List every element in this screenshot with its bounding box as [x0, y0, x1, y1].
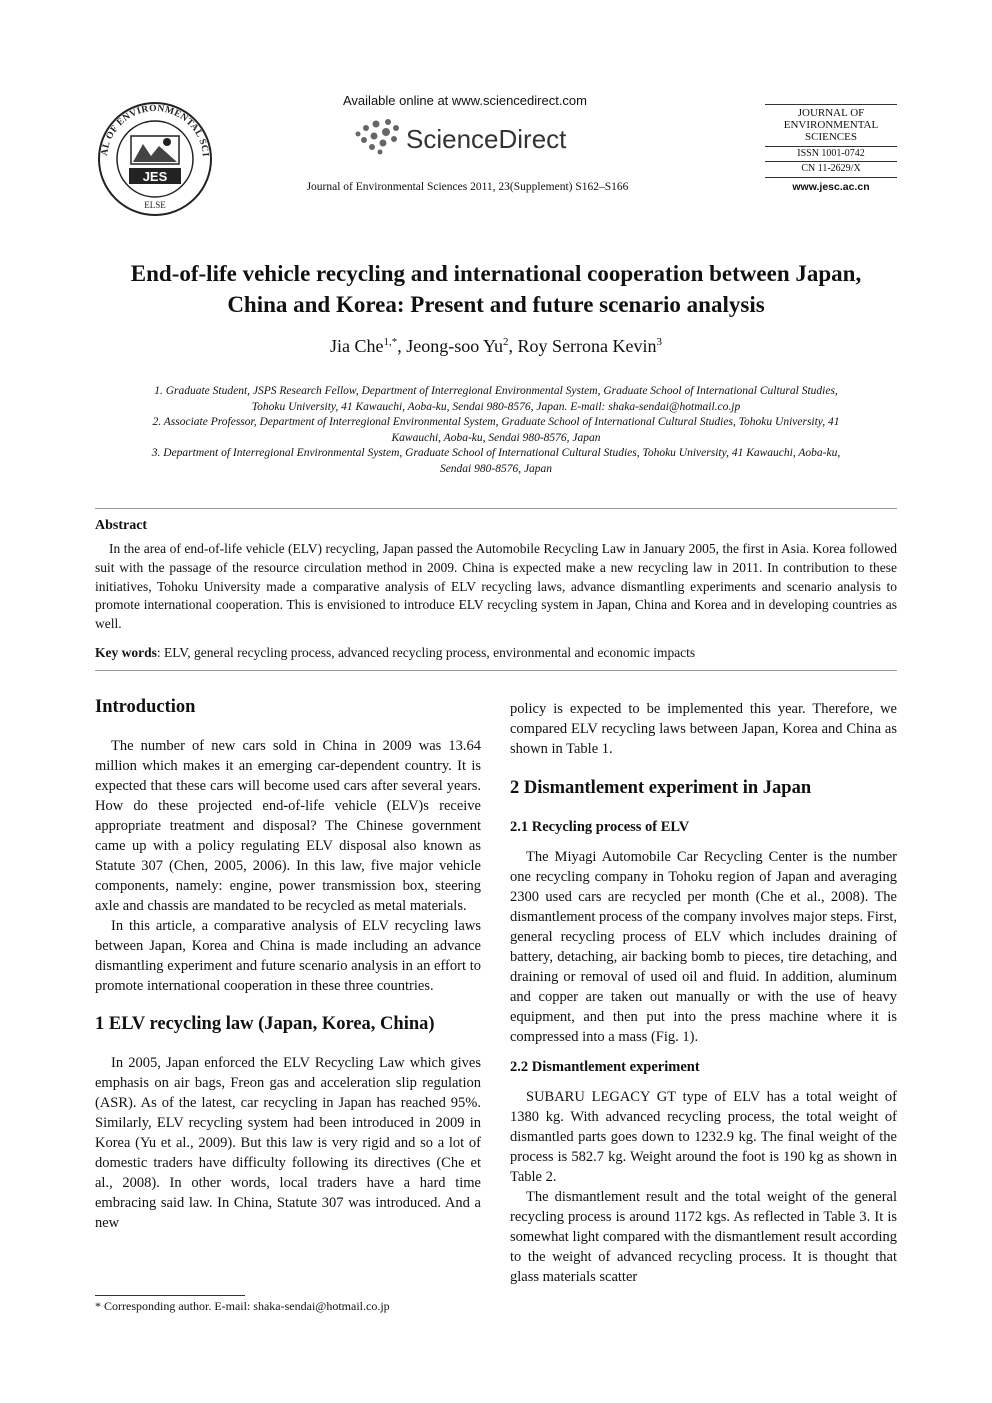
author-name: Jeong-soo Yu: [406, 336, 504, 356]
author-affiliation-mark: 2: [503, 336, 509, 348]
paragraph: SUBARU LEGACY GT type of ELV has a total weight of 1380 kg. With advanced recycling process, the total weight of dismantled parts goes down to 1232.9 kg. The final weight of the process is 582.7 kg. Weight around the foot is 190 kg as shown in Table 2.: [510, 1089, 897, 1185]
journal-info-box: [765, 104, 897, 200]
cn-number: CN 11-2629/X: [765, 162, 897, 178]
svg-text:ELSE: ELSE: [144, 200, 166, 210]
paragraph: The Miyagi Automobile Car Recycling Center is the number one recycling company in Tohoku region of Japan and averaging 2300 used cars are recycled per month (Che et al., 2008). The dismantlement process of the company involves major steps. First, general recycling process of ELV which includes draining of battery, detaching, air backing bomb to pieces, tire detaching, and draining or removal of used oil and fluid. In addition, aluminum and copper are taken out manually or with the use of heavy equipment, and then put into the press machine where it is compressed into a mass (Fig. 1).: [510, 849, 897, 1045]
subsection-heading: 2.2 Dismantlement experiment: [510, 1059, 700, 1075]
journal-name-line: SCIENCES: [805, 131, 857, 143]
available-online-text: Available online at www.sciencedirect.com: [343, 93, 587, 108]
journal-name-line: ENVIRONMENTAL: [783, 119, 879, 131]
affiliation-line: Sendai 980-8576, Japan: [439, 463, 553, 475]
divider: [95, 508, 897, 509]
svg-text:JES: JES: [142, 169, 168, 184]
author-list: Jia Che$^{1,*}$, Jeong-soo Yu$^2$, Roy Serrona Kevin$^3$: [329, 336, 663, 356]
svg-text:JOURNAL OF ENVIRONMENTAL SCIEN: AL OF ENVIRONMENTAL SCI: [100, 103, 210, 158]
affiliation-line: Kawauchi, Aoba-ku, Sendai 980-8576, Japan: [391, 432, 601, 444]
svg-text:ScienceDirect: ScienceDirect: [406, 124, 567, 154]
section-heading: Introduction: [95, 697, 196, 717]
footnote: * Corresponding author. E-mail: shaka-sendai@hotmail.co.jp: [95, 1299, 390, 1313]
subsection-heading: 2.1 Recycling process of ELV: [510, 819, 690, 835]
paragraph: policy is expected to be implemented this year. Therefore, we compared ELV recycling laws between Japan, Korea and China as shown in Table 1.: [510, 701, 897, 757]
paragraph: The number of new cars sold in China in 2009 was 13.64 million which makes it an emerging car-dependent country. It is expected that these cars will become used cars after several years. How do these projected end-of-life vehicle (ELV)s receive appropriate treatment and disposal? The Chinese government came up with a policy regulating ELV disposal also known as Statute 307 (Chen, 2005, 2006). In this law, five major vehicle components, namely: engine, power transmission box, steering axle and chassis are mandated to be recycled as metal materials.: [95, 738, 481, 914]
author-affiliation-mark: 3: [656, 336, 663, 348]
section-heading: 1 ELV recycling law (Japan, Korea, China): [95, 1014, 435, 1034]
right-column: [510, 699, 897, 1287]
author-name: Jia Che: [329, 336, 384, 356]
paragraph: In this article, a comparative analysis of ELV recycling laws between Japan, Korea and China is made including an advance dismantling experiment and future scenario analysis in an effort to promote international cooperation in these three countries.: [95, 918, 481, 994]
affiliation: [100, 414, 892, 446]
paper-title: [95, 258, 897, 320]
journal-citation: Journal of Environmental Sciences 2011, 23(Supplement) S162–S166: [306, 181, 629, 193]
title-line: End-of-life vehicle recycling and international cooperation between Japan,: [130, 261, 862, 286]
journal-website[interactable]: www.jesc.ac.cn: [792, 181, 870, 193]
divider: [95, 670, 897, 671]
affiliation-line: 1. Graduate Student, JSPS Research Fellow, Department of Interregional Environmental System, Graduate School of International Cultural Studies,: [154, 385, 838, 397]
affiliation: [100, 383, 892, 415]
footnote-rule: [95, 1295, 245, 1296]
journal-logo: [93, 100, 218, 218]
affiliation: [100, 445, 892, 477]
keywords-list: : ELV, general recycling process, advanced recycling process, environmental and economic impacts: [156, 645, 696, 660]
left-column: [95, 697, 481, 1233]
abstract-text: In the area of end-of-life vehicle (ELV) recycling, Japan passed the Automobile Recycling Law in January 2005, the first in Asia. Korea followed suit with the passage of the resource circulation method in 2009. China is expected make a new recycling law in 2011. In contribution to these initiatives, Tohoku University made a comparative analysis of ELV recycling laws, advance dismantling experiments and scenario analysis to promote international cooperation. This is envisioned to introduce ELV recycling system in Japan, China and Korea and in developing countries as well.: [95, 541, 897, 632]
title-line: China and Korea: Present and future scenario analysis: [227, 292, 765, 317]
paragraph: In 2005, Japan enforced the ELV Recycling Law which gives emphasis on air bags, Freon gas and acceleration slip regulation (ASR). As of the latest, car recycling in Japan has reached 95%. Similarly, ELV recycling system had been introduced in 2009 in Korea (Yu et al., 2009). But this law is very rigid and so a lot of domestic traders have difficulty following its directives (Che et al., 2008). In other words, local traders have a hard time embracing said law. In China, Statute 307 was introduced. And a new: [95, 1055, 481, 1231]
keywords: [95, 645, 897, 661]
affiliation-line: Tohoku University, 41 Kawauchi, Aoba-ku, Sendai 980-8576, Japan. E-mail: shaka-sendai@hotmail.co.jp: [251, 401, 741, 413]
journal-name-line: JOURNAL OF: [797, 107, 865, 119]
abstract-heading: Abstract: [95, 518, 148, 533]
author-affiliation-mark: 1,*: [383, 336, 398, 348]
paragraph: The dismantlement result and the total weight of the general recycling process is around 1172 kgs. As reflected in Table 3. It is somewhat light compared with the dismantlement result according to the weight of advanced recycling process. It is thought that glass materials scatter: [510, 1189, 897, 1285]
affiliation-line: 2. Associate Professor, Department of Interregional Environmental System, Graduate School of International Cultural Studies, Tohoku University, 41: [152, 416, 840, 428]
author-name: Roy Serrona Kevin: [517, 336, 657, 356]
issn: ISSN 1001-0742: [765, 146, 897, 162]
affiliation-line: 3. Department of Interregional Environmental System, Graduate School of International Cultural Studies, Tohoku University, 41 Kawauchi, Aoba-ku,: [151, 447, 841, 459]
keywords-label: Key words: [95, 645, 157, 660]
section-heading: 2 Dismantlement experiment in Japan: [510, 778, 812, 798]
sciencedirect-logo[interactable]: [350, 114, 590, 158]
